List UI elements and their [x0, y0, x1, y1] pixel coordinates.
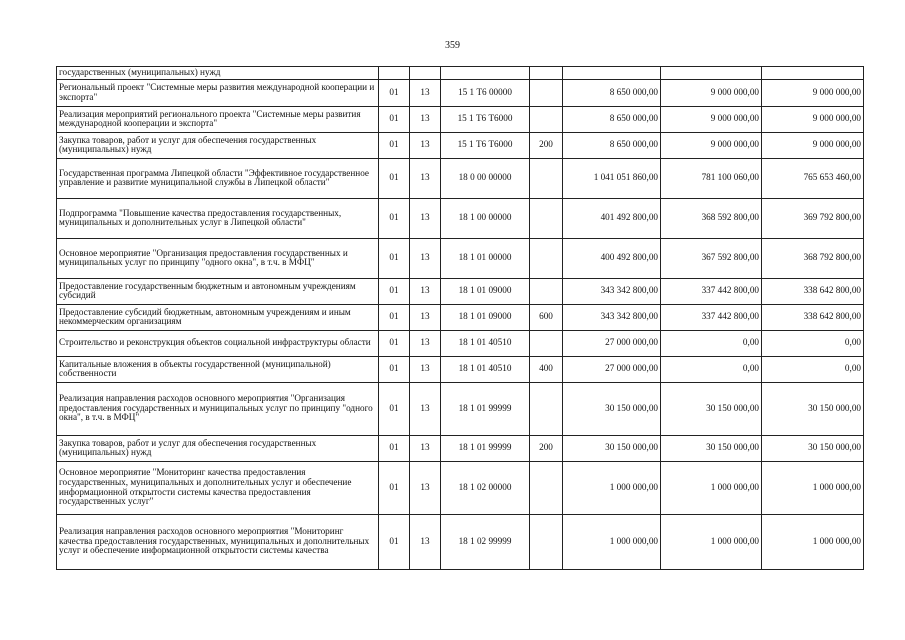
cell-s2: 30 150 000,00 [661, 382, 762, 435]
cell-sect: 13 [410, 79, 441, 106]
cell-s3: 1 000 000,00 [762, 461, 864, 514]
cell-cs: 18 1 02 99999 [441, 514, 530, 569]
cell-vr: 600 [530, 304, 563, 330]
cell-cs: 15 1 Т6 Т6000 [441, 132, 530, 158]
cell-cs: 15 1 Т6 00000 [441, 79, 530, 106]
cell-s2: 9 000 000,00 [661, 79, 762, 106]
cell-cs: 18 1 00 00000 [441, 198, 530, 238]
cell-sect: 13 [410, 158, 441, 198]
cell-name: Закупка товаров, работ и услуг для обеспечения государственных (муниципальных) нужд [57, 132, 379, 158]
cell-s1: 401 492 800,00 [563, 198, 661, 238]
cell-s1: 30 150 000,00 [563, 435, 661, 461]
cell-ved: 01 [379, 356, 410, 382]
cell-vr: 200 [530, 132, 563, 158]
cell-ved: 01 [379, 278, 410, 304]
page-number: 359 [445, 40, 460, 51]
cell-cs: 18 1 01 99999 [441, 435, 530, 461]
cell-sect: 13 [410, 238, 441, 278]
cell-s3: 9 000 000,00 [762, 79, 864, 106]
cell-sect: 13 [410, 356, 441, 382]
cell-s2: 0,00 [661, 330, 762, 356]
cell-vr [530, 238, 563, 278]
cell-s1: 27 000 000,00 [563, 356, 661, 382]
cell-ved: 01 [379, 106, 410, 132]
cell-s3: 30 150 000,00 [762, 435, 864, 461]
table-row [57, 278, 864, 304]
cell-sect: 13 [410, 304, 441, 330]
cell-s2: 367 592 800,00 [661, 238, 762, 278]
cell-s1: 1 000 000,00 [563, 461, 661, 514]
budget-table [56, 66, 864, 570]
table-row [57, 304, 864, 330]
cell-name: Государственная программа Липецкой области "Эффективное государственное управление и развитие муниципальной службы в Липецкой области" [57, 158, 379, 198]
cell-ved: 01 [379, 435, 410, 461]
cell-s3: 0,00 [762, 356, 864, 382]
cell-s2 [661, 67, 762, 80]
table-row [57, 132, 864, 158]
cell-ved: 01 [379, 132, 410, 158]
cell-ved: 01 [379, 461, 410, 514]
cell-name: Реализация направления расходов основного мероприятия "Мониторинг качества предоставления государственных, муниципальных и дополнительных услуг и обеспечение информационной открытости системы качества [57, 514, 379, 569]
cell-s3: 9 000 000,00 [762, 106, 864, 132]
cell-s1: 343 342 800,00 [563, 304, 661, 330]
cell-vr [530, 106, 563, 132]
cell-s3: 338 642 800,00 [762, 304, 864, 330]
cell-sect: 13 [410, 382, 441, 435]
table-row [57, 514, 864, 569]
cell-s3: 9 000 000,00 [762, 132, 864, 158]
cell-s2: 337 442 800,00 [661, 278, 762, 304]
cell-cs [441, 67, 530, 80]
cell-ved: 01 [379, 514, 410, 569]
cell-cs: 15 1 Т6 Т6000 [441, 106, 530, 132]
cell-s2: 30 150 000,00 [661, 435, 762, 461]
cell-vr [530, 514, 563, 569]
cell-s1 [563, 67, 661, 80]
cell-s1: 343 342 800,00 [563, 278, 661, 304]
cell-vr [530, 461, 563, 514]
cell-name: Подпрограмма "Повышение качества предоставления государственных, муниципальных и дополнительных услуг в Липецкой области" [57, 198, 379, 238]
cell-ved: 01 [379, 198, 410, 238]
cell-cs: 18 1 01 00000 [441, 238, 530, 278]
cell-vr [530, 330, 563, 356]
cell-cs: 18 1 01 40510 [441, 356, 530, 382]
cell-s2: 0,00 [661, 356, 762, 382]
table-row [57, 435, 864, 461]
cell-name: Строительство и реконструкция объектов социальной инфраструктуры области [57, 330, 379, 356]
cell-name: Закупка товаров, работ и услуг для обеспечения государственных (муниципальных) нужд [57, 435, 379, 461]
table-row [57, 106, 864, 132]
cell-s3: 369 792 800,00 [762, 198, 864, 238]
cell-s2: 1 000 000,00 [661, 514, 762, 569]
cell-s3 [762, 67, 864, 80]
cell-sect: 13 [410, 132, 441, 158]
table-row [57, 198, 864, 238]
cell-cs: 18 1 01 09000 [441, 304, 530, 330]
table-row [57, 330, 864, 356]
cell-cs: 18 0 00 00000 [441, 158, 530, 198]
table-row [57, 382, 864, 435]
cell-cs: 18 1 01 40510 [441, 330, 530, 356]
cell-name: Региональный проект "Системные меры развития международной кооперации и экспорта" [57, 79, 379, 106]
table-row [57, 461, 864, 514]
cell-s3: 0,00 [762, 330, 864, 356]
cell-name: Предоставление субсидий бюджетным, автономным учреждениям и иным некоммерческим организациям [57, 304, 379, 330]
cell-s1: 1 041 051 860,00 [563, 158, 661, 198]
cell-ved [379, 67, 410, 80]
cell-vr [530, 278, 563, 304]
cell-s2: 1 000 000,00 [661, 461, 762, 514]
cell-cs: 18 1 01 09000 [441, 278, 530, 304]
cell-s1: 8 650 000,00 [563, 106, 661, 132]
cell-cs: 18 1 01 99999 [441, 382, 530, 435]
cell-vr [530, 198, 563, 238]
cell-s3: 30 150 000,00 [762, 382, 864, 435]
cell-s3: 765 653 460,00 [762, 158, 864, 198]
cell-s1: 400 492 800,00 [563, 238, 661, 278]
cell-sect: 13 [410, 461, 441, 514]
cell-sect: 13 [410, 435, 441, 461]
cell-s2: 9 000 000,00 [661, 106, 762, 132]
cell-s1: 27 000 000,00 [563, 330, 661, 356]
cell-s2: 368 592 800,00 [661, 198, 762, 238]
table-row [57, 158, 864, 198]
cell-ved: 01 [379, 304, 410, 330]
cell-vr [530, 382, 563, 435]
cell-vr [530, 79, 563, 106]
cell-cs: 18 1 02 00000 [441, 461, 530, 514]
cell-s2: 781 100 060,00 [661, 158, 762, 198]
cell-vr: 400 [530, 356, 563, 382]
cell-s2: 9 000 000,00 [661, 132, 762, 158]
cell-sect: 13 [410, 330, 441, 356]
cell-s1: 8 650 000,00 [563, 79, 661, 106]
cell-name: государственных (муниципальных) нужд [57, 67, 379, 80]
cell-s1: 1 000 000,00 [563, 514, 661, 569]
table-row [57, 238, 864, 278]
cell-name: Капитальные вложения в объекты государственной (муниципальной) собственности [57, 356, 379, 382]
cell-sect: 13 [410, 514, 441, 569]
cell-s3: 368 792 800,00 [762, 238, 864, 278]
cell-name: Основное мероприятие "Организация предоставления государственных и муниципальных услуг по принципу "одного окна", в т.ч. в МФЦ" [57, 238, 379, 278]
cell-ved: 01 [379, 158, 410, 198]
cell-ved: 01 [379, 238, 410, 278]
table-row [57, 67, 864, 80]
cell-s2: 337 442 800,00 [661, 304, 762, 330]
cell-sect: 13 [410, 278, 441, 304]
cell-name: Предоставление государственным бюджетным и автономным учреждениям субсидий [57, 278, 379, 304]
cell-vr [530, 67, 563, 80]
cell-s3: 1 000 000,00 [762, 514, 864, 569]
cell-vr [530, 158, 563, 198]
cell-ved: 01 [379, 382, 410, 435]
cell-name: Основное мероприятие "Мониторинг качества предоставления государственных, муниципальных и дополнительных услуг и обеспечение информационной открытости системы качества предоставления государственных услуг" [57, 461, 379, 514]
cell-ved: 01 [379, 330, 410, 356]
cell-ved: 01 [379, 79, 410, 106]
cell-sect: 13 [410, 198, 441, 238]
cell-s1: 30 150 000,00 [563, 382, 661, 435]
cell-name: Реализация мероприятий регионального проекта "Системные меры развития международной кооперации и экспорта" [57, 106, 379, 132]
table-row [57, 356, 864, 382]
cell-sect [410, 67, 441, 80]
table-row [57, 79, 864, 106]
cell-name: Реализация направления расходов основного мероприятия "Организация предоставления государственных и муниципальных услуг по принципу "одного окна", в т.ч. в МФЦ" [57, 382, 379, 435]
cell-s3: 338 642 800,00 [762, 278, 864, 304]
cell-sect: 13 [410, 106, 441, 132]
cell-s1: 8 650 000,00 [563, 132, 661, 158]
cell-vr: 200 [530, 435, 563, 461]
